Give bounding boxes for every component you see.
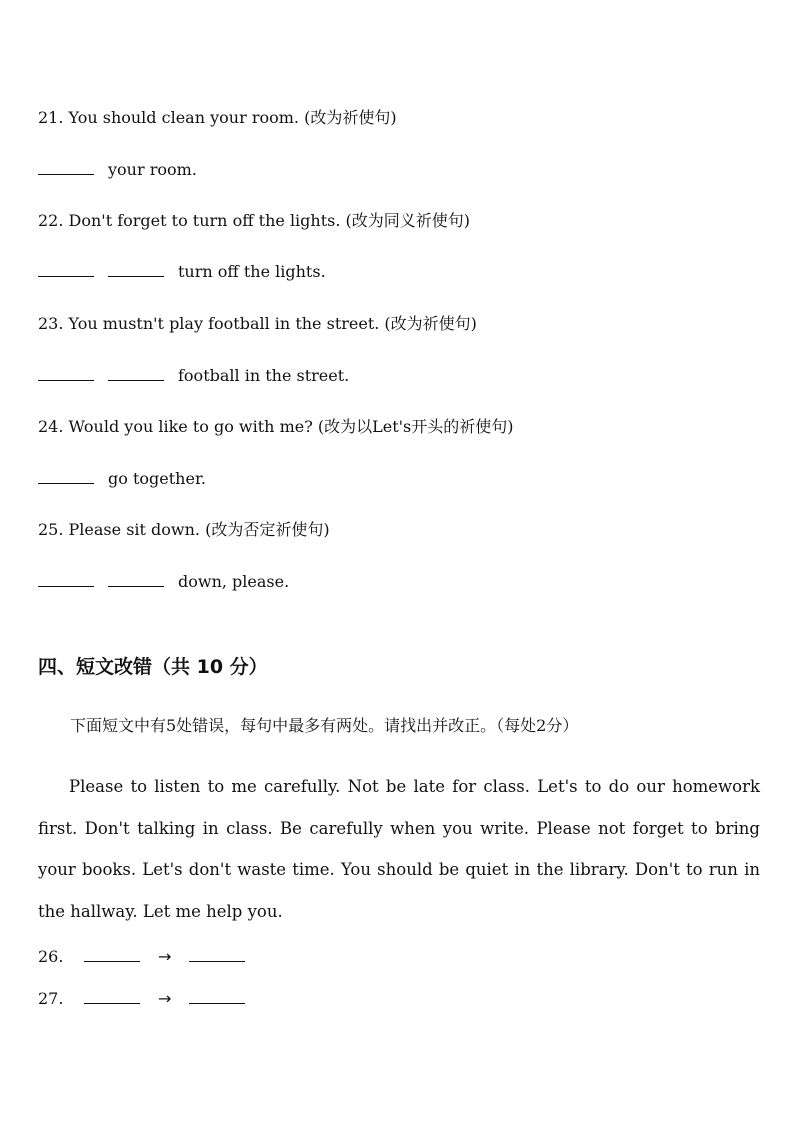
correction-number: 26.	[38, 947, 64, 966]
answer-tail: down, please.	[178, 572, 290, 591]
question-22-prompt: 22. Don't forget to turn off the lights. (改为同义祈使句)	[38, 211, 471, 230]
answer-tail: your room.	[108, 160, 197, 179]
question-24-prompt: 24. Would you like to go with me? (改为以Let's开头的祈使句)	[38, 417, 514, 436]
section-instruction: 下面短文中有5处错误，每句中最多有两处。请找出并改正。（每处2分）	[70, 716, 579, 735]
answer-blank[interactable]	[108, 572, 164, 587]
wrong-word-blank[interactable]	[84, 947, 140, 962]
answer-blank[interactable]	[38, 469, 94, 484]
answer-blank[interactable]	[108, 366, 164, 381]
question-24-answer	[38, 469, 206, 489]
correction-27	[38, 989, 245, 1009]
question-23-answer	[38, 366, 349, 386]
answer-blank[interactable]	[38, 262, 94, 277]
answer-tail: football in the street.	[178, 366, 350, 385]
wrong-word-blank[interactable]	[84, 989, 140, 1004]
answer-blank[interactable]	[108, 262, 164, 277]
answer-blank[interactable]	[38, 366, 94, 381]
answer-tail: go together.	[108, 469, 206, 488]
answer-tail: turn off the lights.	[178, 262, 326, 281]
section-heading: 四、短文改错（共 10 分）	[38, 656, 268, 678]
question-25-prompt: 25. Please sit down. (改为否定祈使句)	[38, 520, 330, 539]
question-23-prompt: 23. You mustn't play football in the street. (改为祈使句)	[38, 314, 477, 333]
question-22-answer	[38, 262, 326, 282]
question-21-prompt: 21. You should clean your room. (改为祈使句)	[38, 108, 397, 127]
answer-blank[interactable]	[38, 572, 94, 587]
error-passage: Please to listen to me carefully. Not be late for class. Let's to do our homework first. Don't talking in class. Be carefully when you write. Please not forget to bring your books. Let's don't waste time. You should be quiet in the library. Don't to run in the hallway. Let me help you.	[38, 777, 760, 921]
correct-word-blank[interactable]	[189, 947, 245, 962]
arrow-right-icon: →	[158, 947, 172, 966]
arrow-right-icon: →	[158, 989, 172, 1008]
correct-word-blank[interactable]	[189, 989, 245, 1004]
correction-26	[38, 947, 245, 967]
question-21-answer	[38, 160, 197, 180]
question-25-answer	[38, 572, 289, 592]
correction-number: 27.	[38, 989, 64, 1008]
answer-blank[interactable]	[38, 160, 94, 175]
